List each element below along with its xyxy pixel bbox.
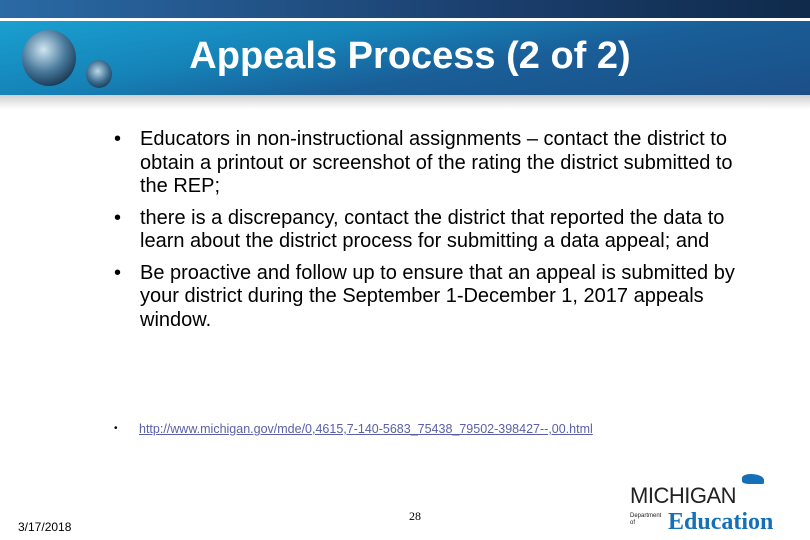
slide-date: 3/17/2018 bbox=[18, 520, 72, 534]
slide-title: Appeals Process (2 of 2) bbox=[189, 35, 631, 77]
bullet-item: • Educators in non-instructional assignments – contact the district to obtain a printout or screenshot of the rating the district submitted to the REP; bbox=[114, 128, 754, 199]
michigan-map-icon bbox=[742, 474, 764, 484]
bullet-list bbox=[114, 128, 754, 340]
bullet-item: • Be proactive and follow up to ensure that an appeal is submitted by your district during the September 1-December 1, 2017 appeals window. bbox=[114, 262, 754, 333]
banner-shadow bbox=[0, 95, 810, 109]
logo-education-text: Education bbox=[668, 509, 774, 535]
page-number: 28 bbox=[409, 509, 421, 523]
logo-michigan-text: MICHIGAN bbox=[630, 483, 736, 508]
michigan-education-logo bbox=[630, 474, 780, 536]
bullet-item: • there is a discrepancy, contact the district that reported the data to learn about the district process for submitting a data appeal; and bbox=[114, 207, 754, 254]
bullet-icon: • bbox=[114, 423, 118, 434]
logo-department-text: Department of bbox=[630, 513, 662, 526]
header-top-bar bbox=[0, 0, 810, 18]
mde-link[interactable]: http://www.michigan.gov/mde/0,4615,7-140-5683_75438_79502-398427--,00.html bbox=[139, 422, 593, 436]
